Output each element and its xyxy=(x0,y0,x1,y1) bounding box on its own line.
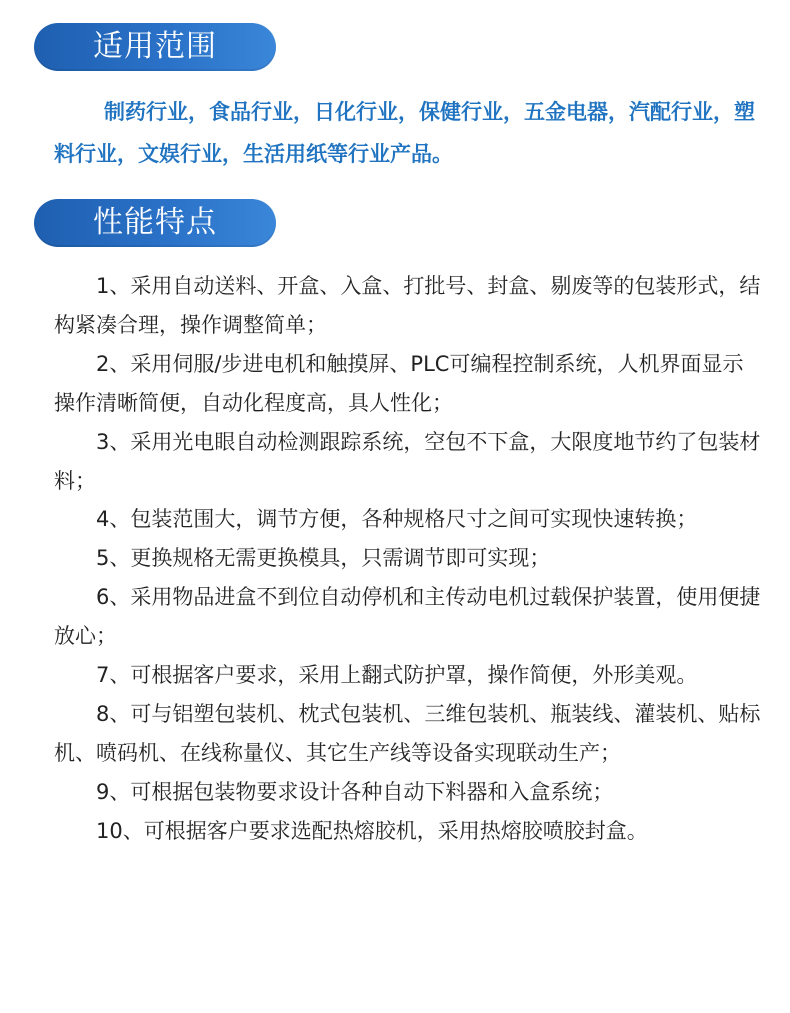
feature-item: 1、采用自动送料、开盒、入盒、打批号、封盒、剔废等的包装形式，结构紧凑合理，操作调整简单； xyxy=(54,274,761,337)
feature-item: 5、更换规格无需更换模具，只需调节即可实现； xyxy=(96,546,551,571)
scope-text: 制药行业，食品行业，日化行业，保健行业，五金电器，汽配行业，塑料行业，文娱行业，生活用纸等行业产品。 xyxy=(54,100,755,166)
feature-list xyxy=(54,267,764,851)
section-title-features: 性能特点 xyxy=(34,199,276,247)
feature-item: 4、包装范围大，调节方便，各种规格尺寸之间可实现快速转换； xyxy=(96,507,698,532)
feature-item: 6、采用物品进盒不到位自动停机和主传动电机过载保护装置，使用便捷放心； xyxy=(54,585,761,649)
scope-paragraph xyxy=(54,91,760,175)
feature-item: 9、可根据包装物要求设计各种自动下料器和入盒系统； xyxy=(96,779,614,804)
section-title-scope: 适用范围 xyxy=(34,23,276,71)
feature-item: 3、采用光电眼自动检测跟踪系统，空包不下盒，大限度地节约了包装材料； xyxy=(54,429,761,493)
feature-item: 2、采用伺服/步进电机和触摸屏、PLC可编程控制系统，人机界面显示操作清晰简便，自动化程度高，具人性化； xyxy=(54,351,744,415)
feature-item: 8、可与铝塑包装机、枕式包装机、三维包装机、瓶装线、灌装机、贴标机、喷码机、在线称量仪、其它生产线等设备实现联动生产； xyxy=(54,701,761,765)
feature-item: 7、可根据客户要求，采用上翻式防护罩，操作简便，外形美观。 xyxy=(96,663,698,688)
feature-item: 10、可根据客户要求选配热熔胶机，采用热熔胶喷胶封盒。 xyxy=(96,818,648,843)
